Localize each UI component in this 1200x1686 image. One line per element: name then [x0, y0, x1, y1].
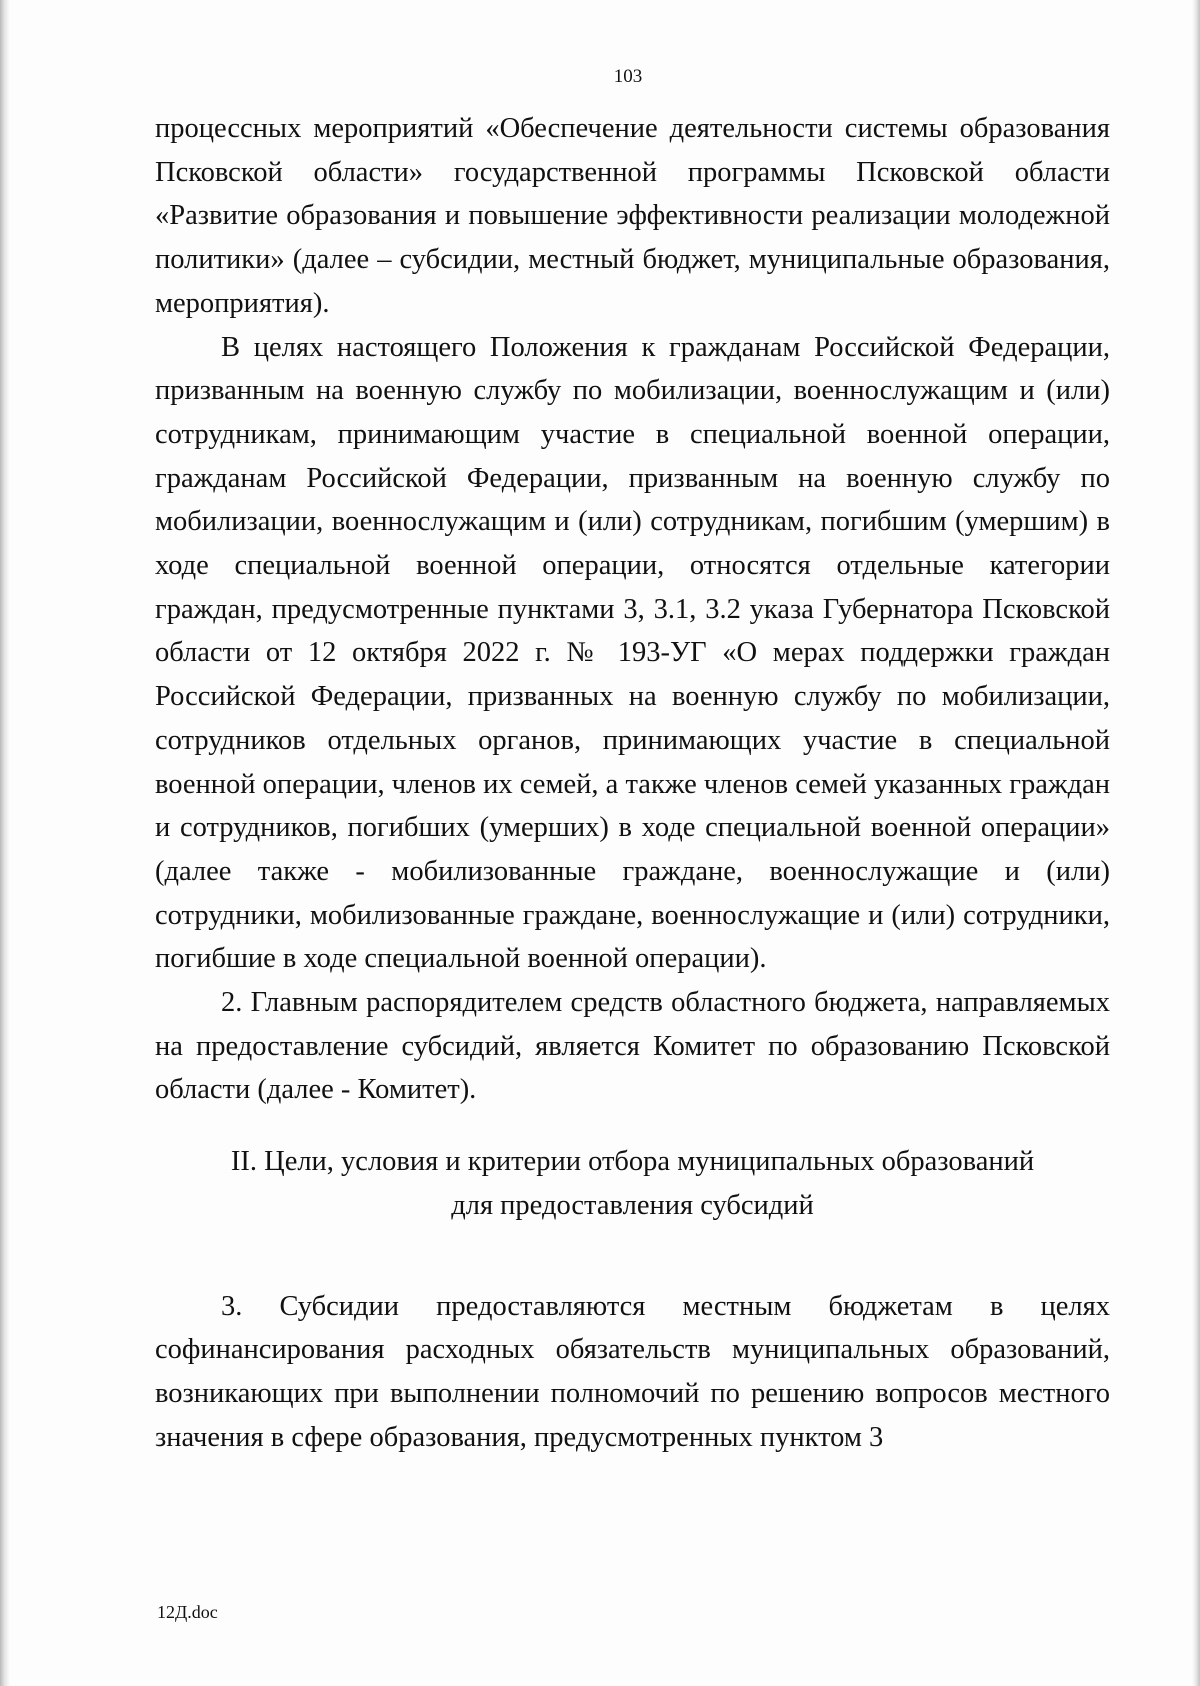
paragraph-2: 2. Главным распорядителем средств областного бюджета, направляемых на предоставление субсидий, является Комитет по образованию Псковской области (далее - Комитет).	[155, 987, 1110, 1106]
section-heading	[155, 1140, 1110, 1227]
paragraph-3: 3. Субсидии предоставляются местным бюджетам в целях софинансирования расходных обязательств муниципальных образований, возникающих при выполнении полномочий по решению вопросов местного значения в сфере образования, предусмотренных пунктом 3	[155, 1290, 1110, 1453]
file-name-footer: 12Д.doc	[157, 1602, 218, 1622]
paragraph-continuation: процессных мероприятий «Обеспечение деятельности системы образования Псковской области» государственной программы Псковской области «Развитие образования и повышение эффективности реализации молодежной политики» (далее – субсидии, местный бюджет, муниципальные образования, мероприятия).	[155, 113, 1110, 319]
scan-edge-left	[0, 0, 10, 1686]
document-body	[155, 107, 1110, 1459]
page-number: 103	[613, 66, 643, 87]
section-heading-line-2: для предоставления субсидий	[451, 1189, 814, 1221]
scan-edge-right	[1192, 0, 1200, 1686]
section-heading-line-1: II. Цели, условия и критерии отбора муниципальных образований	[230, 1146, 1035, 1178]
paragraph-definitions: В целях настоящего Положения к гражданам Российской Федерации, призванным на военную службу по мобилизации, военнослужащим и (или) сотрудникам, принимающим участие в специальной военной операции, гражданам Российской Федерации, призванным на военную службу по мобилизации, военнослужащим и (или) сотрудникам, погибшим (умершим) в ходе специальной военной операции, относятся отдельные категории граждан, предусмотренные пунктами 3, 3.1, 3.2 указа Губернатора Псковской области от 12 октября 2022 г. № 193-УГ «О мерах поддержки граждан Российской Федерации, призванных на военную службу по мобилизации, сотрудников отдельных органов, принимающих участие в специальной военной операции, членов их семей, а также членов семей указанных граждан и сотрудников, погибших (умерших) в ходе специальной военной операции» (далее также - мобилизованные граждане, военнослужащие и (или) сотрудники, мобилизованные граждане, военнослужащие и (или) сотрудники, погибшие в ходе специальной военной операции).	[155, 331, 1110, 975]
